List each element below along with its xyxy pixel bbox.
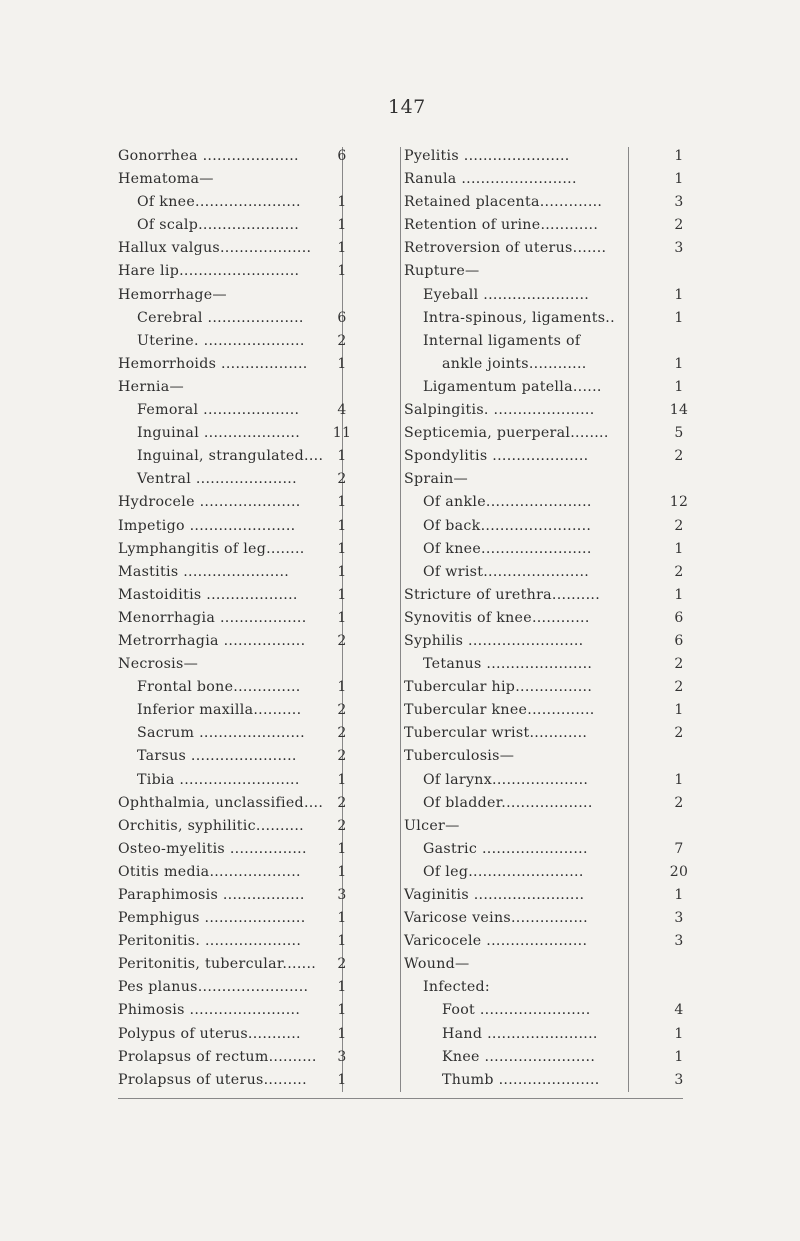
- entry-label: Syphilis ........................: [404, 632, 584, 649]
- entry-label: Frontal bone..............: [137, 679, 301, 696]
- entry-label: Hemorrhoids ..................: [118, 355, 308, 372]
- entry-label: Spondylitis ....................: [404, 448, 589, 465]
- entry-count: 1: [674, 286, 684, 303]
- entry-label: Cerebral ....................: [137, 309, 304, 326]
- entry-count: 2: [337, 725, 347, 742]
- entry-label: Varicose veins................: [404, 910, 588, 927]
- entry-count: 1: [337, 840, 347, 857]
- entry-label: Paraphimosis .................: [118, 887, 305, 903]
- entry-label: Thumb .....................: [442, 1071, 600, 1088]
- entry-label: Rupture—: [404, 263, 480, 280]
- entry-label: Infected:: [423, 979, 490, 996]
- entry-label: Retained placenta.............: [404, 194, 603, 211]
- entry-label: Wound—: [404, 956, 470, 973]
- entry-count: 6: [674, 632, 684, 649]
- entry-count: 7: [674, 840, 684, 857]
- entry-label: Femoral ....................: [137, 402, 300, 419]
- entry-count: 1: [337, 194, 347, 211]
- entry-count: 1: [674, 1025, 684, 1042]
- entry-label: Necrosis—: [118, 656, 199, 673]
- entry-count: 2: [337, 702, 347, 719]
- entry-count: 3: [337, 887, 347, 903]
- entry-count: 4: [337, 402, 347, 419]
- entry-count: 2: [674, 656, 684, 673]
- entry-count: 1: [337, 586, 347, 603]
- entry-label: Hematoma—: [118, 171, 214, 188]
- entry-label: Retention of urine............: [404, 217, 599, 234]
- entry-label: Orchitis, syphilitic..........: [118, 817, 304, 834]
- entry-label: Vaginitis .......................: [404, 887, 585, 903]
- entry-label: Internal ligaments of: [423, 332, 581, 349]
- entry-count: 1: [337, 863, 347, 880]
- entry-count: 1: [337, 517, 347, 534]
- entry-label: ankle joints............: [442, 355, 587, 372]
- entry-count: 2: [337, 332, 347, 349]
- entry-count: 2: [337, 632, 347, 649]
- entry-count: 2: [674, 517, 684, 534]
- entry-count: 4: [674, 1002, 684, 1019]
- entry-count: 3: [337, 1048, 347, 1065]
- entry-count: 1: [337, 540, 347, 557]
- entry-label: Tuberculosis—: [404, 748, 515, 765]
- column-rule-right: [628, 147, 629, 1092]
- entry-count: 1: [674, 1048, 684, 1065]
- entry-label: Peritonitis, tubercular.......: [118, 956, 317, 973]
- entry-label: Retroversion of uterus.......: [404, 240, 607, 257]
- entry-count: 2: [674, 448, 684, 465]
- entry-count: 1: [337, 240, 347, 257]
- entry-label: Tubercular knee..............: [404, 702, 595, 719]
- entry-count: 3: [674, 240, 684, 257]
- entry-count: 1: [337, 448, 347, 465]
- entry-count: 11: [332, 425, 352, 442]
- entry-count: 1: [674, 355, 684, 372]
- entry-count: 2: [337, 817, 347, 834]
- entry-label: Otitis media...................: [118, 863, 301, 880]
- entry-count: 1: [337, 494, 347, 511]
- entry-count: 3: [674, 1071, 684, 1088]
- entry-count: 2: [337, 794, 347, 811]
- entry-count: 1: [674, 171, 684, 188]
- entry-label: Inguinal ....................: [137, 425, 301, 442]
- entry-label: Tubercular hip................: [404, 679, 593, 696]
- entry-label: Of knee.......................: [423, 540, 592, 557]
- entry-count: 1: [674, 309, 684, 326]
- entry-count: 2: [337, 956, 347, 973]
- entry-count: 1: [674, 148, 684, 164]
- entry-label: Of back.......................: [423, 517, 592, 534]
- entry-count: 2: [674, 725, 684, 742]
- entry-count: 12: [669, 494, 689, 511]
- entry-count: 1: [337, 933, 347, 950]
- entry-count: 6: [674, 609, 684, 626]
- entry-label: Pemphigus .....................: [118, 910, 306, 927]
- entry-count: 1: [337, 355, 347, 372]
- entry-label: Of knee......................: [137, 194, 301, 211]
- entry-label: Inguinal, strangulated....: [137, 448, 324, 465]
- page-number: 147: [388, 96, 426, 118]
- entry-label: Sprain—: [404, 471, 469, 488]
- entry-label: Hallux valgus...................: [118, 240, 312, 257]
- entry-label: Mastitis ......................: [118, 563, 290, 580]
- entry-label: Varicocele .....................: [404, 933, 588, 950]
- entry-count: 1: [674, 378, 684, 395]
- entry-label: Impetigo ......................: [118, 517, 296, 534]
- entry-label: Of leg........................: [423, 863, 584, 880]
- entry-count: 1: [337, 1071, 347, 1088]
- bottom-rule: [118, 1098, 683, 1099]
- entry-label: Tetanus ......................: [423, 656, 593, 673]
- entry-count: 2: [337, 471, 347, 488]
- entry-label: Hand .......................: [442, 1025, 598, 1042]
- entry-label: Stricture of urethra..........: [404, 586, 601, 603]
- entry-label: Gonorrhea ....................: [118, 148, 299, 164]
- entry-label: Ulcer—: [404, 817, 460, 834]
- entry-label: Of scalp.....................: [137, 217, 300, 234]
- entry-count: 1: [337, 979, 347, 996]
- entry-label: Polypus of uterus...........: [118, 1025, 301, 1042]
- entry-count: 1: [337, 679, 347, 696]
- entry-label: Peritonitis. ....................: [118, 933, 302, 950]
- entry-label: Gastric ......................: [423, 840, 588, 857]
- entry-label: Ranula ........................: [404, 171, 577, 188]
- entry-label: Inferior maxilla..........: [137, 702, 302, 719]
- entry-count: 1: [674, 702, 684, 719]
- entry-label: Tubercular wrist............: [404, 725, 588, 742]
- entry-count: 1: [674, 586, 684, 603]
- entry-label: Knee .......................: [442, 1048, 596, 1065]
- entry-label: Tibia .........................: [137, 771, 300, 788]
- entry-count: 1: [337, 263, 347, 280]
- entry-label: Intra-spinous, ligaments..: [423, 309, 615, 326]
- entry-label: Synovitis of knee............: [404, 609, 590, 626]
- entry-label: Of bladder...................: [423, 794, 593, 811]
- entry-label: Septicemia, puerperal........: [404, 425, 609, 442]
- entry-label: Of wrist......................: [423, 563, 590, 580]
- entry-count: 1: [337, 217, 347, 234]
- entry-count: 1: [674, 887, 684, 903]
- entry-label: Pes planus.......................: [118, 979, 309, 996]
- entry-count: 2: [674, 217, 684, 234]
- entry-label: Menorrhagia ..................: [118, 609, 307, 626]
- entry-count: 1: [337, 1002, 347, 1019]
- entry-count: 1: [674, 771, 684, 788]
- entry-label: Foot .......................: [442, 1002, 591, 1019]
- entry-label: Lymphangitis of leg........: [118, 540, 305, 557]
- entry-count: 2: [674, 563, 684, 580]
- entry-label: Hydrocele .....................: [118, 494, 301, 511]
- entry-count: 5: [674, 425, 684, 442]
- entry-label: Of ankle......................: [423, 494, 592, 511]
- entry-label: Ligamentum patella......: [423, 378, 602, 395]
- entry-label: Of larynx....................: [423, 771, 589, 788]
- entry-count: 2: [337, 748, 347, 765]
- entry-label: Hernia—: [118, 378, 184, 395]
- entry-count: 14: [669, 402, 689, 419]
- entry-label: Ventral .....................: [137, 471, 297, 488]
- entry-count: 2: [674, 794, 684, 811]
- entry-label: Salpingitis. .....................: [404, 402, 595, 419]
- entry-label: Phimosis .......................: [118, 1002, 301, 1019]
- entry-label: Mastoiditis ...................: [118, 586, 298, 603]
- entry-label: Metrorrhagia .................: [118, 632, 306, 649]
- entry-count: 1: [337, 910, 347, 927]
- entry-count: 3: [674, 910, 684, 927]
- entry-label: Osteo-myelitis ................: [118, 840, 307, 857]
- entry-count: 2: [674, 679, 684, 696]
- entry-count: 3: [674, 933, 684, 950]
- entry-count: 6: [337, 309, 347, 326]
- entry-count: 1: [337, 771, 347, 788]
- entry-count: 1: [337, 1025, 347, 1042]
- entry-label: Hemorrhage—: [118, 286, 227, 303]
- entry-count: 6: [337, 148, 347, 164]
- entry-label: Eyeball ......................: [423, 286, 590, 303]
- entry-count: 1: [337, 563, 347, 580]
- entry-label: Prolapsus of rectum..........: [118, 1048, 317, 1065]
- column-rule-left-2: [400, 147, 401, 1092]
- entry-label: Prolapsus of uterus.........: [118, 1071, 307, 1088]
- entry-label: Uterine. .....................: [137, 332, 305, 349]
- entry-label: Tarsus ......................: [137, 748, 297, 765]
- entry-label: Pyelitis ......................: [404, 148, 570, 164]
- entry-count: 20: [669, 863, 689, 880]
- entry-label: Sacrum ......................: [137, 725, 305, 742]
- entry-label: Hare lip.........................: [118, 263, 300, 280]
- entry-label: Ophthalmia, unclassified....: [118, 794, 324, 811]
- entry-count: 1: [337, 609, 347, 626]
- entry-count: 3: [674, 194, 684, 211]
- entry-count: 1: [674, 540, 684, 557]
